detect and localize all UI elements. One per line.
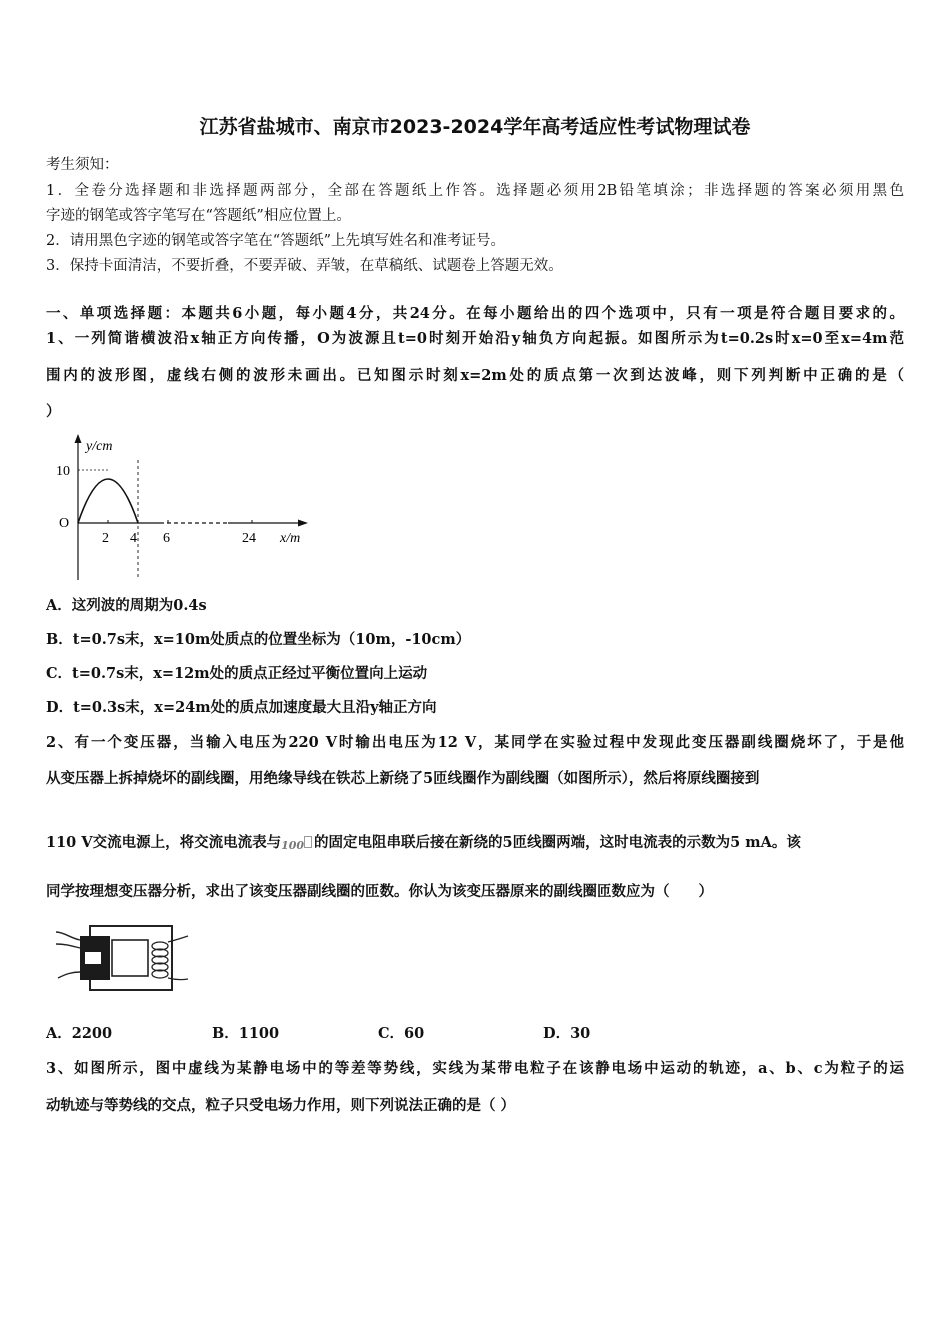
y-axis-arrow bbox=[75, 434, 82, 443]
x-tick-label-24: 24 bbox=[242, 531, 256, 546]
primary-lead-3 bbox=[58, 972, 80, 978]
resistor-value-image: 100 bbox=[281, 839, 305, 852]
primary-lead-1 bbox=[56, 932, 80, 940]
q2-transformer-figure bbox=[54, 918, 190, 998]
q1-text-line3: ） bbox=[46, 403, 61, 420]
q3-text-line1: 3、如图所示，图中虚线为某静电场中的等差等势线，实线为某带电粒子在该静电场中运动的轨迹，a、b、c为粒子的运 bbox=[46, 1060, 904, 1077]
q2-text-line3-start: 110 V交流电源上，将交流电流表与 bbox=[46, 834, 282, 851]
page-title: 江苏省盐城市、南京市2023-2024学年高考适应性考试物理试卷 bbox=[199, 116, 751, 138]
primary-lead-2 bbox=[56, 944, 80, 948]
inline-glyph-box bbox=[304, 836, 312, 848]
wave-curve bbox=[78, 479, 138, 523]
notice-item-3: 3．保持卡面清洁，不要折叠，不要弄破、弄皱，在草稿纸、试题卷上答题无效。 bbox=[46, 258, 563, 274]
q1-option-b: B．t=0.7s末，x=10m处质点的位置坐标为（10m，-10cm） bbox=[46, 631, 471, 648]
q2-option-b: B．1100 bbox=[212, 1025, 280, 1042]
notice-item-1: 1．全卷分选择题和非选择题两部分，全部在答题纸上作答。选择题必须用2B铅笔填涂；非选择题的答案必须用黑色 bbox=[46, 183, 904, 199]
y-tick-label-10: 10 bbox=[56, 464, 70, 479]
x-tick-label-4: 4 bbox=[130, 531, 137, 546]
notice-item-2: 2．请用黑色字迹的钢笔或答字笔在“答题纸”上先填写姓名和准考证号。 bbox=[46, 233, 506, 249]
q1-text-line2: 围内的波形图，虚线右侧的波形未画出。已知图示时刻x=2m处的质点第一次到达波峰，则下列判断中正确的是（ bbox=[46, 367, 904, 384]
q2-text-line1: 2、有一个变压器，当输入电压为220 V时输出电压为12 V，某同学在实验过程中发现此变压器副线圈烧坏了，于是他 bbox=[46, 734, 904, 751]
q2-text-line2: 从变压器上拆掉烧坏的副线圈，用绝缘导线在铁芯上新绕了5匝线圈作为副线圈（如图所示），然后将原线圈接到 bbox=[46, 770, 760, 787]
x-tick-label-2: 2 bbox=[102, 531, 109, 546]
q1-option-a: A．这列波的周期为0.4s bbox=[46, 597, 207, 614]
x-axis-label: x/m bbox=[280, 531, 301, 546]
q1-option-d: D．t=0.3s末，x=24m处的质点加速度最大且沿y轴正方向 bbox=[46, 699, 437, 716]
core-window bbox=[112, 940, 148, 976]
primary-coil-highlight bbox=[85, 952, 101, 964]
q1-text-line1: 1、一列简谐横波沿x轴正方向传播，O为波源且t=0时刻开始沿y轴负方向起振。如图所示为t=0.2s时x=0至x=4m范 bbox=[46, 330, 904, 347]
section-heading: 一、单项选择题：本题共6小题，每小题4分，共24分。在每小题给出的四个选项中，只有一项是符合题目要求的。 bbox=[46, 305, 904, 322]
q2-option-a: A．2200 bbox=[46, 1025, 113, 1042]
q2-text-line3 bbox=[46, 831, 801, 852]
y-axis-label: y/cm bbox=[86, 439, 113, 454]
origin-label: O bbox=[59, 516, 70, 531]
q1-option-c: C．t=0.7s末，x=12m处的质点正经过平衡位置向上运动 bbox=[46, 665, 428, 682]
q1-wave-graph bbox=[50, 432, 320, 582]
x-axis-arrow bbox=[298, 520, 308, 527]
q3-text-line2: 动轨迹与等势线的交点，粒子只受电场力作用，则下列说法正确的是（ ） bbox=[46, 1097, 516, 1114]
notice-item-1-cont: 字迹的钢笔或答字笔写在“答题纸”相应位置上。 bbox=[46, 208, 351, 224]
q2-text-line4: 同学按理想变压器分析，求出了该变压器副线圈的匝数。你认为该变压器原来的副线圈匝数应为（ ） bbox=[46, 883, 713, 900]
q2-option-c: C．60 bbox=[378, 1025, 425, 1042]
notice-heading: 考生须知： bbox=[46, 157, 119, 173]
x-tick-label-6: 6 bbox=[163, 531, 170, 546]
q2-option-d: D．30 bbox=[543, 1025, 591, 1042]
q2-text-line3-end: 的固定电阻串联后接在新绕的5匝线圈两端，这时电流表的示数为5 mA。该 bbox=[314, 834, 801, 851]
